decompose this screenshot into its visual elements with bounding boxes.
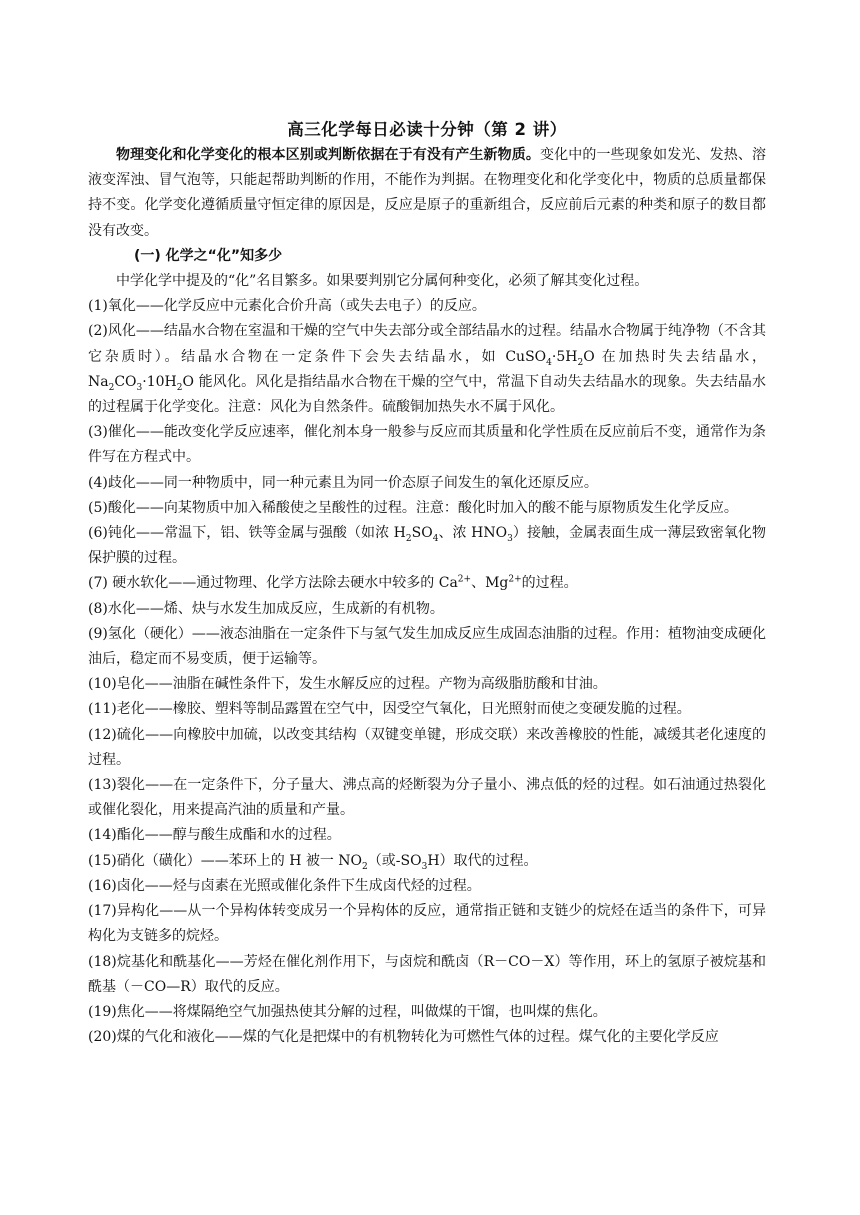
list-item: (16)卤化——烃与卤素在光照或催化条件下生成卤代烃的过程。 bbox=[88, 877, 481, 894]
list-item: (5)酸化——向某物质中加入稀酸使之呈酸性的过程。注意：酸化时加入的酸不能与原物质发生化学反应。 bbox=[88, 499, 738, 516]
intro-key-point: 物理变化和化学变化的根本区别或判断依据在于有没有产生新物质。 bbox=[116, 147, 540, 163]
list-item: (1)氧化——化学反应中元素化合价升高（或失去电子）的反应。 bbox=[88, 298, 486, 315]
list-item: (8)水化——烯、炔与水发生加成反应，生成新的有机物。 bbox=[88, 600, 444, 617]
list-item: (4)歧化——同一种物质中，同一种元素且为同一价态原子间发生的氧化还原反应。 bbox=[88, 474, 598, 491]
list-item: (20)煤的气化和液化——煤的气化是把煤中的有机物转化为可燃性气体的过程。煤气化的主要化学反应 bbox=[88, 1029, 719, 1046]
list-item: (7) 硬水软化——通过物理、化学方法除去硬水中较多的 $Ca^{2+}$、$Mg^{2+}$的过程。 bbox=[88, 574, 578, 592]
list-item: (11)老化——橡胶、塑料等制品露置在空气中，因受空气氧化，日光照射而使之变硬发脆的过程。 bbox=[88, 701, 691, 718]
list-item: (6)钝化——常温下，铝、铁等金属与强酸（如浓 $H_2SO_4$、浓 $HNO_3$）接触，金属表面生成一薄层致密氧化物保护膜的过程。 bbox=[88, 525, 766, 567]
section-intro: 中学化学中提及的“化”名目繁多。如果要判别它分属何种变化，必须了解其变化过程。 bbox=[116, 273, 649, 290]
list-item: (13)裂化——在一定条件下，分子量大、沸点高的烃断裂为分子量小、沸点低的烃的过程。如石油通过热裂化或催化裂化，用来提高汽油的质量和产量。 bbox=[88, 777, 766, 819]
intro-text: 变化中的一些现象如发光、发热、溶液变浑浊、冒气泡等，只能起帮助判断的作用，不能作为判据。在物理变化和化学变化中，物质的总质量都保持不变。化学变化遵循质量守恒定律的原因是，反应是原子的重新组合，反应前后元素的种类和原子的数目都没有改变。 bbox=[88, 147, 766, 239]
document-page bbox=[88, 118, 766, 1050]
list-item: (17)异构化——从一个异构体转变成另一个异构体的反应，通常指正链和支链少的烷烃在适当的条件下，可异构化为支链多的烷烃。 bbox=[88, 903, 766, 945]
intro-paragraph bbox=[88, 143, 766, 244]
list-item: (18)烷基化和酰基化——芳烃在催化剂作用下，与卤烷和酰卤（R－CO－X）等作用，环上的氢原子被烷基和酰基（－CO—R）取代的反应。 bbox=[88, 953, 766, 995]
section-heading: (一) 化学之“化”知多少 bbox=[134, 247, 283, 264]
list-item: (19)焦化——将煤隔绝空气加强热使其分解的过程，叫做煤的干馏，也叫煤的焦化。 bbox=[88, 1003, 607, 1020]
list-item: (2)风化——结晶水合物在室温和干燥的空气中失去部分或全部结晶水的过程。结晶水合物属于纯净物（不含其它杂质时）。结晶水合物在一定条件下会失去结晶水，如 $CuSO_4\cdot 5H_2O$ 在加热时失去结晶水，$Na_2CO_3\cdot 10H_2O$ 能风化。风化是指结晶水合物在干燥的空气中，常温下自动失去结晶水的现象。失去结晶水的过程属于化学变化。注意：风化为自然条件。硫酸铜加热失水不属于风化。 bbox=[88, 323, 766, 416]
list-item: (3)催化——能改变化学反应速率，催化剂本身一般参与反应而其质量和化学性质在反应前后不变，通常作为条件写在方程式中。 bbox=[88, 424, 766, 466]
document-title: 高三化学每日必读十分钟（第 2 讲） bbox=[287, 120, 567, 139]
list-item: (10)皂化——油脂在碱性条件下，发生水解反应的过程。产物为高级脂肪酸和甘油。 bbox=[88, 676, 607, 693]
list-item: (15)硝化（磺化）——苯环上的 H 被一 $NO_2$（或$-SO_3H$）取代的过程。 bbox=[88, 852, 538, 872]
list-item: (14)酯化——醇与酸生成酯和水的过程。 bbox=[88, 827, 341, 844]
list-item: (9)氢化（硬化）——液态油脂在一定条件下与氢气发生加成反应生成固态油脂的过程。作用：植物油变成硬化油后，稳定而不易变质，便于运输等。 bbox=[88, 625, 766, 668]
list-item: (12)硫化——向橡胶中加硫，以改变其结构（双键变单键，形成交联）来改善橡胶的性能，减缓其老化速度的过程。 bbox=[88, 726, 766, 768]
